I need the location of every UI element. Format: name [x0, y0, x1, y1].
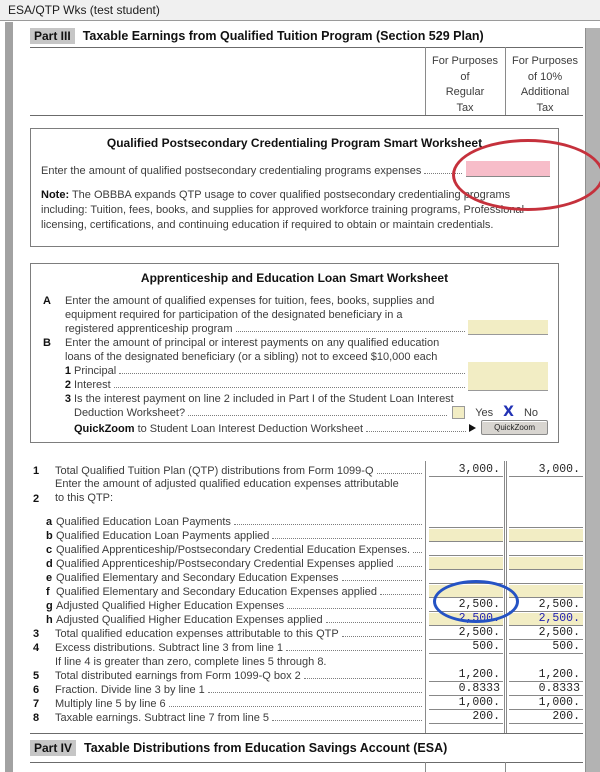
dot-leader — [234, 523, 422, 525]
row-label: h — [46, 614, 53, 626]
table-row — [30, 626, 583, 640]
input-cell[interactable]: 2,500. — [509, 613, 583, 626]
row-label: 4 — [33, 642, 40, 654]
input-cell[interactable] — [429, 585, 503, 598]
quickzoom-button[interactable]: QuickZoom — [481, 420, 548, 435]
dot-leader — [342, 635, 422, 637]
row-text: Qualified Education Loan Payments applied — [56, 530, 270, 542]
row-label: g — [46, 600, 53, 612]
row-text: Enter the amount of adjusted qualified education expenses attributable — [55, 478, 399, 490]
row-text: Total qualified education expenses attributable to this QTP — [55, 628, 339, 640]
dot-leader — [380, 593, 422, 595]
part4-header — [30, 740, 447, 756]
table-row — [30, 640, 583, 654]
row-label: b — [46, 530, 53, 542]
line-1-text: Principal — [74, 365, 117, 377]
row-text: Qualified Apprenticeship/Postsecondary Credential Education Expenses. — [56, 544, 411, 556]
dot-leader — [342, 579, 422, 581]
rule — [30, 762, 583, 763]
table-row — [30, 598, 583, 612]
value-cell: 1,200. — [509, 669, 583, 682]
row-text: Taxable earnings. Subtract line 7 from line 5 — [55, 712, 270, 724]
dot-leader — [188, 414, 447, 416]
row-text: Qualified Education Loan Payments — [56, 516, 231, 528]
value-cell: 3,000. — [509, 464, 583, 477]
row-text: Multiply line 5 by line 6 — [55, 698, 166, 710]
window-title: ESA/QTP Wks (test student) — [0, 0, 600, 21]
yes-checkbox[interactable] — [452, 406, 465, 419]
line-a-text-1: Enter the amount of qualified expenses for tuition, fees, books, supplies and — [65, 295, 435, 307]
input-cell[interactable] — [429, 557, 503, 570]
table-row — [30, 461, 583, 477]
table-row — [30, 668, 583, 682]
ws1-note-label: Note: — [41, 189, 70, 201]
row-label: 1 — [33, 465, 40, 477]
ws1-prompt: Enter the amount of qualified postsecondary credentialing programs expenses — [41, 165, 422, 177]
value-cell: 200. — [509, 711, 583, 724]
ws1-note-text: The OBBBA expands QTP usage to cover qualified postsecondary credentialing programs including: Tuition, fees, books, and supplies for approved workforce training programs, Professional licensing, certifications, and continuing education if required to obtain or maintain credentials. — [41, 189, 525, 231]
row-text: Total distributed earnings from Form 1099-Q box 2 — [55, 670, 301, 682]
value-cell: 500. — [429, 641, 503, 654]
column-divider — [505, 762, 506, 772]
table-row — [30, 654, 583, 668]
table-row — [30, 696, 583, 710]
value-cell: 1,200. — [429, 669, 503, 682]
value-cell: 500. — [509, 641, 583, 654]
column-divider — [425, 762, 426, 772]
line-a-text-3: registered apprenticeship program — [65, 323, 233, 335]
line-2-label: 2 — [64, 379, 71, 391]
dot-leader — [424, 172, 462, 174]
input-cell[interactable] — [429, 529, 503, 542]
input-cell[interactable] — [429, 571, 503, 584]
line-b-label: B — [43, 337, 51, 349]
line-2-text: Interest — [74, 379, 111, 391]
credentialing-smart-worksheet — [30, 128, 559, 247]
input-cell[interactable]: 2,500. — [429, 613, 503, 626]
input-cell[interactable] — [429, 515, 503, 528]
row-text: Qualified Apprenticeship/Postsecondary Credential Expenses applied — [56, 558, 394, 570]
no-label: No — [523, 407, 538, 419]
dot-leader — [377, 472, 422, 474]
part3-header — [30, 28, 484, 44]
value-cell: 3,000. — [429, 464, 503, 477]
row-text: Qualified Elementary and Secondary Education Expenses applied — [56, 586, 378, 598]
dot-leader — [286, 649, 422, 651]
dot-leader — [304, 677, 422, 679]
value-cell: 0.8333 — [509, 683, 583, 696]
dot-leader — [208, 691, 422, 693]
dot-leader — [287, 607, 422, 609]
row-text: Excess distributions. Subtract line 3 from line 1 — [55, 642, 284, 654]
column-divider — [505, 47, 506, 115]
part3-title: Taxable Earnings from Qualified Tuition Program (Section 529 Plan) — [82, 29, 484, 43]
no-checkbox[interactable]: X — [503, 404, 514, 420]
input-cell[interactable] — [509, 585, 583, 598]
input-cell[interactable] — [429, 543, 503, 556]
table-row — [30, 514, 583, 528]
line-1-label: 1 — [64, 365, 71, 377]
table-row — [30, 570, 583, 584]
row-label: a — [46, 516, 53, 528]
quickzoom-arrow-icon — [469, 424, 476, 432]
value-cell: 0.8333 — [429, 683, 503, 696]
dot-leader — [272, 719, 422, 721]
dot-leader — [397, 565, 422, 567]
left-gutter — [5, 22, 13, 772]
row-label: f — [46, 586, 50, 598]
rule — [30, 115, 583, 116]
apprenticeship-expenses-input[interactable] — [468, 320, 548, 335]
principal-input[interactable] — [468, 362, 548, 377]
qtp-table-rows — [30, 461, 583, 724]
table-row — [30, 528, 583, 542]
part3-chip: Part III — [30, 28, 75, 44]
row-text: Qualified Elementary and Secondary Education Expenses — [56, 572, 339, 584]
line-a-text-2: equipment required for participation of the designated beneficiary in a — [65, 309, 403, 321]
value-cell: 200. — [429, 711, 503, 724]
row-label: 6 — [33, 684, 40, 696]
table-row — [30, 682, 583, 696]
row-text: Adjusted Qualified Higher Education Expenses applied — [56, 614, 323, 626]
line-a-label: A — [43, 295, 51, 307]
table-row — [30, 612, 583, 626]
row-label: d — [46, 558, 53, 570]
quickzoom-text: to Student Loan Interest Deduction Worksheet — [137, 423, 364, 435]
row-text: Total Qualified Tuition Plan (QTP) distributions from Form 1099-Q — [55, 465, 374, 477]
table-row — [30, 542, 583, 556]
ws1-title: Qualified Postsecondary Credentialing Program Smart Worksheet — [106, 136, 483, 150]
row-label: 8 — [33, 712, 40, 724]
part4-chip: Part IV — [30, 740, 76, 756]
value-cell: 2,500. — [509, 599, 583, 612]
line-b-text-2: loans of the designated beneficiary (or a sibling) not to exceed $10,000 each — [65, 351, 438, 363]
row-label: 5 — [33, 670, 40, 682]
dot-leader — [114, 386, 465, 388]
dot-leader — [413, 551, 422, 553]
row-label: 2 — [33, 493, 40, 505]
line-3-text-1: Is the interest payment on line 2 included in Part I of the Student Loan Interest — [74, 393, 454, 405]
row-text: If line 4 is greater than zero, complete lines 5 through 8. — [55, 656, 327, 668]
dot-leader — [236, 330, 465, 332]
input-cell[interactable] — [509, 557, 583, 570]
table-row — [30, 556, 583, 570]
input-cell[interactable] — [509, 515, 583, 528]
quickzoom-word: QuickZoom — [74, 423, 135, 435]
apprenticeship-loan-smart-worksheet — [30, 263, 559, 443]
line-3-text-2: Deduction Worksheet? — [74, 407, 186, 419]
value-cell: 2,500. — [429, 627, 503, 640]
row-label: 3 — [33, 628, 40, 640]
dot-leader — [366, 430, 466, 432]
value-cell: 1,000. — [509, 697, 583, 710]
row-text: Fraction. Divide line 3 by line 1 — [55, 684, 205, 696]
value-cell: 1,000. — [429, 697, 503, 710]
dot-leader — [169, 705, 422, 707]
ws1-note — [41, 188, 548, 233]
line-b-text-1: Enter the amount of principal or interest payments on any qualified education — [65, 337, 440, 349]
dot-leader — [272, 537, 422, 539]
part4-title: Taxable Distributions from Education Savings Account (ESA) — [84, 741, 448, 755]
dot-leader — [119, 372, 465, 374]
input-cell[interactable] — [509, 571, 583, 584]
table-row — [30, 477, 583, 505]
interest-input[interactable] — [468, 376, 548, 391]
dot-leader — [326, 621, 422, 623]
row-label: 7 — [33, 698, 40, 710]
credentialing-expenses-input[interactable] — [466, 161, 550, 177]
yes-label: Yes — [475, 407, 494, 419]
rule — [30, 733, 583, 734]
input-cell[interactable] — [509, 529, 583, 542]
row-label: c — [46, 544, 53, 556]
column-header-regular-tax: For Purposes of Regular Tax — [431, 55, 499, 114]
line-3-label: 3 — [64, 393, 71, 405]
row-label: e — [46, 572, 53, 584]
value-cell: 2,500. — [429, 599, 503, 612]
input-cell[interactable] — [509, 543, 583, 556]
table-row — [30, 584, 583, 598]
column-header-additional-tax: For Purposes of 10% Additional Tax — [511, 55, 579, 114]
right-scrollbar-track — [585, 28, 600, 772]
rule — [30, 47, 583, 48]
value-cell: 2,500. — [509, 627, 583, 640]
row-text: to this QTP: — [55, 491, 114, 504]
table-row — [30, 710, 583, 724]
ws2-title: Apprenticeship and Education Loan Smart Worksheet — [140, 271, 449, 285]
row-text: Adjusted Qualified Higher Education Expenses — [56, 600, 285, 612]
